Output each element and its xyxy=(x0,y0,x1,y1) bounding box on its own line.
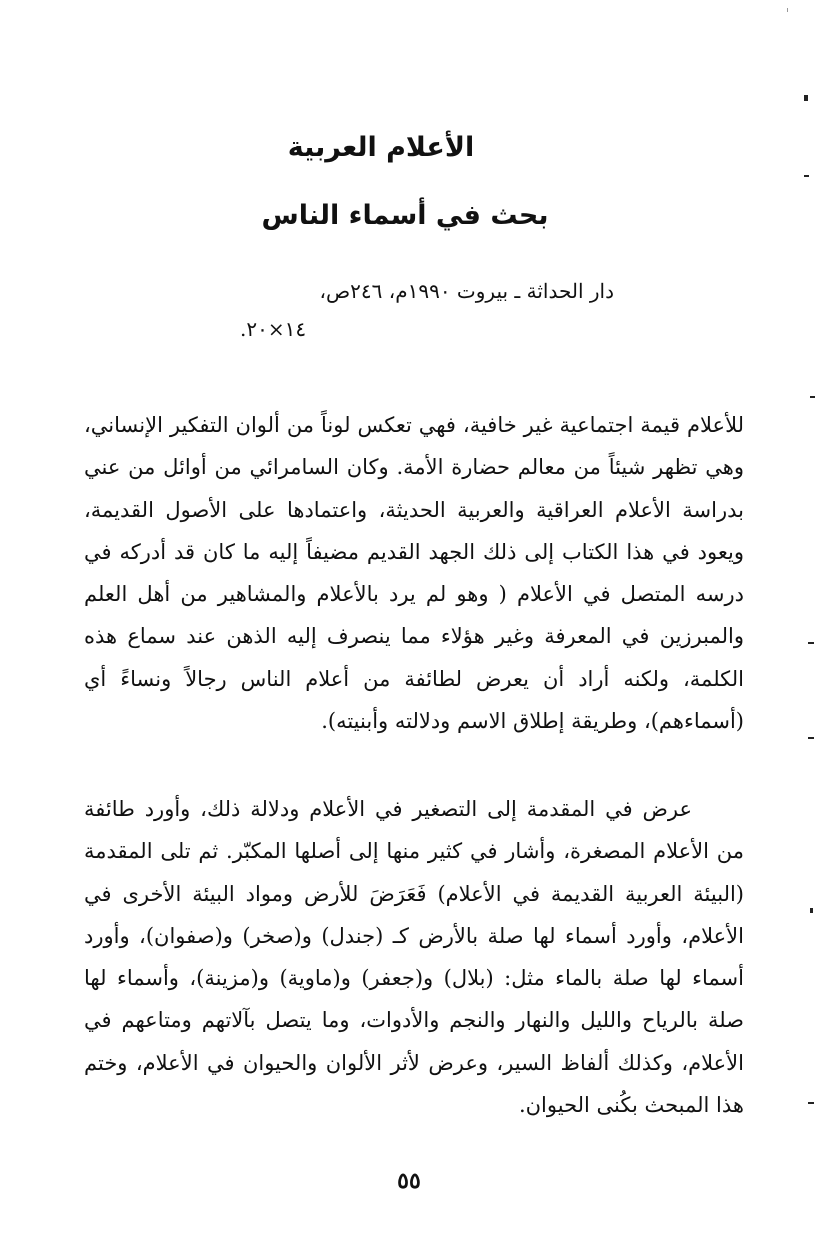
publication-info-line2: ١٤×٢٠. xyxy=(240,317,307,341)
body-paragraph-2: عرض في المقدمة إلى التصغير في الأعلام ودلالة ذلك، وأورد طائفة من الأعلام المصغرة، وأشار في كثير منها إلى أصلها المكبّر. ثم تلى المقدمة (البيئة العربية القديمة في الأعلام) فَعَرَضَ للأرض ومواد البيئة الأخرى في الأعلام، وأورد أسماء لها صلة بالأرض كـ (جندل) و(صخر) و(صفوان)، وأورد أسماء لها صلة بالماء مثل: (بلال) و(جعفر) و(ماوية) و(مزينة)، وأسماء لها صلة بالرياح والليل والنهار والنجم والأدوات، وما يتصل بآلاتهم ومتاعهم في الأعلام، وكذلك ألفاظ السير، وعرض لأثر الألوان والحيوان في الأعلام، وختم هذا المبحث بكُنى الحيوان. xyxy=(84,797,744,1118)
scan-artifact xyxy=(808,1102,814,1104)
page-title: الأعلام العربية xyxy=(287,132,475,163)
page-number: ٥٥ xyxy=(397,1168,421,1194)
scan-artifact xyxy=(787,8,788,12)
page-subtitle: بحث في أسماء الناس xyxy=(261,200,549,231)
publication-info-line1: دار الحداثة ـ بيروت ١٩٩٠م، ٢٤٦ص، xyxy=(319,279,614,303)
scan-artifact xyxy=(810,908,813,913)
scan-artifact xyxy=(808,737,814,739)
body-paragraph-1: للأعلام قيمة اجتماعية غير خافية، فهي تعكس لوناً من ألوان التفكير الإنساني، وهي تظهر شيئاً من معالم حضارة الأمة. وكان السامرائي من أوائل من عني بدراسة الأعلام العراقية والعربية الحديثة، واعتمادها على الأصول القديمة، ويعود في هذا الكتاب إلى ذلك الجهد القديم مضيفاً إليه ما كان قد أدركه في درسه المتصل في الأعلام ( وهو لم يرد بالأعلام والمشاهير من أهل العلم والمبرزين في المعرفة وغير هؤلاء مما ينصرف إليه الذهن عند سماع هذه الكلمة، ولكنه أراد أن يعرض لطائفة من أعلام الناس رجالاً ونساءً أي (أسماءهم)، وطريقة إطلاق الاسم ودلالته وأبنيته). xyxy=(84,413,744,734)
scan-artifact xyxy=(808,642,814,644)
scan-artifact xyxy=(804,95,808,101)
scan-artifact xyxy=(804,175,809,177)
scan-artifact xyxy=(810,396,815,398)
publication-info xyxy=(240,272,614,348)
